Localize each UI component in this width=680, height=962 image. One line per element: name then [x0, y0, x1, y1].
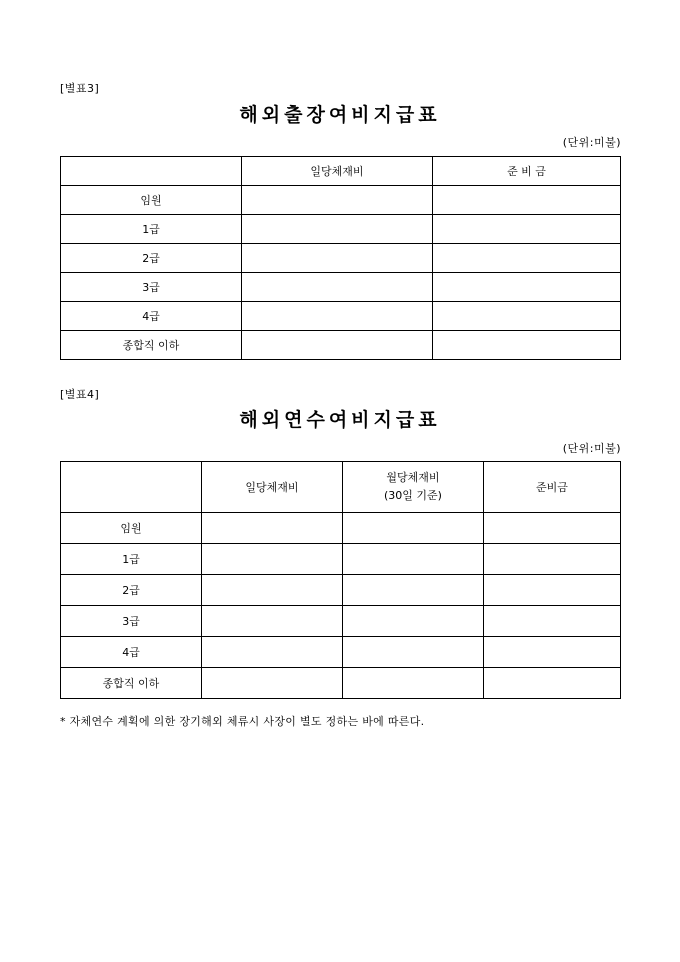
- table3-row-label: 1급: [61, 215, 242, 244]
- table3-cell: [433, 244, 621, 273]
- table3-row-label: 임원: [61, 186, 242, 215]
- table4-cell: [343, 544, 484, 575]
- table3-header-row: [61, 157, 621, 186]
- table4-header-daily-allowance: 일당체재비: [202, 462, 343, 513]
- table4-cell: [343, 606, 484, 637]
- table4-title: 해외연수여비지급표: [239, 409, 441, 431]
- table4-cell: [202, 575, 343, 606]
- table-row: [61, 215, 621, 244]
- table4-cell: [343, 637, 484, 668]
- table3-cell: [433, 215, 621, 244]
- table3-label: [별표3]: [60, 82, 100, 95]
- table3-row-label: 4급: [61, 302, 242, 331]
- table4-cell: [484, 606, 621, 637]
- table-row: [61, 575, 621, 606]
- table-row: [61, 273, 621, 302]
- table-row: [61, 544, 621, 575]
- table-row: [61, 668, 621, 699]
- table3-unit: (단위:미불): [562, 136, 621, 149]
- table3-cell: [433, 331, 621, 360]
- table4-cell: [343, 575, 484, 606]
- table3-cell: [242, 244, 433, 273]
- table-row: [61, 186, 621, 215]
- table4-cell: [484, 575, 621, 606]
- table-row: [61, 606, 621, 637]
- table3-cell: [242, 186, 433, 215]
- table-row: [61, 637, 621, 668]
- table3-header-daily-allowance: 일당체재비: [242, 157, 433, 186]
- table3-cell: [433, 186, 621, 215]
- table4-cell: [484, 544, 621, 575]
- table4-cell: [202, 544, 343, 575]
- table3-row-label: 3급: [61, 273, 242, 302]
- table3-cell: [242, 215, 433, 244]
- overseas-trip-allowance-table: [60, 156, 621, 360]
- table4-row-label: 3급: [61, 606, 202, 637]
- table4-cell: [202, 668, 343, 699]
- table4-cell: [343, 668, 484, 699]
- table3-cell: [433, 302, 621, 331]
- table4-label: [별표4]: [60, 388, 100, 401]
- overseas-training-allowance-table: [60, 461, 621, 699]
- table4-header-monthly-line1: 월당체재비: [386, 471, 440, 484]
- table4-cell: [484, 513, 621, 544]
- table3-row-label: 종합직 이하: [61, 331, 242, 360]
- table4-header-row: [61, 462, 621, 513]
- table3-cell: [242, 331, 433, 360]
- table3-row-label: 2급: [61, 244, 242, 273]
- table4-row-label: 1급: [61, 544, 202, 575]
- table4-row-label: 종합직 이하: [61, 668, 202, 699]
- table-row: [61, 513, 621, 544]
- table3-cell: [242, 302, 433, 331]
- table4-cell: [484, 637, 621, 668]
- table-row: [61, 331, 621, 360]
- table3-title: 해외출장여비지급표: [239, 104, 441, 126]
- table3-header-preparation-fund: 준 비 금: [433, 157, 621, 186]
- table4-unit: (단위:미불): [562, 442, 621, 455]
- table-row: [61, 244, 621, 273]
- table4-cell: [484, 668, 621, 699]
- table4-row-label: 임원: [61, 513, 202, 544]
- table4-header-monthly-allowance: [343, 462, 484, 513]
- table4-cell: [202, 637, 343, 668]
- table4-row-label: 4급: [61, 637, 202, 668]
- table3-header-empty: [61, 157, 242, 186]
- table4-cell: [343, 513, 484, 544]
- table3-cell: [433, 273, 621, 302]
- table4-cell: [202, 606, 343, 637]
- table4-row-label: 2급: [61, 575, 202, 606]
- table4-cell: [202, 513, 343, 544]
- table4-header-preparation-fund: 준비금: [484, 462, 621, 513]
- table3-cell: [242, 273, 433, 302]
- table-row: [61, 302, 621, 331]
- table4-header-empty: [61, 462, 202, 513]
- table4-header-monthly-line2: (30일 기준): [384, 489, 442, 502]
- footnote: * 자체연수 계획에 의한 장기해외 체류시 사장이 별도 정하는 바에 따른다.: [60, 715, 425, 728]
